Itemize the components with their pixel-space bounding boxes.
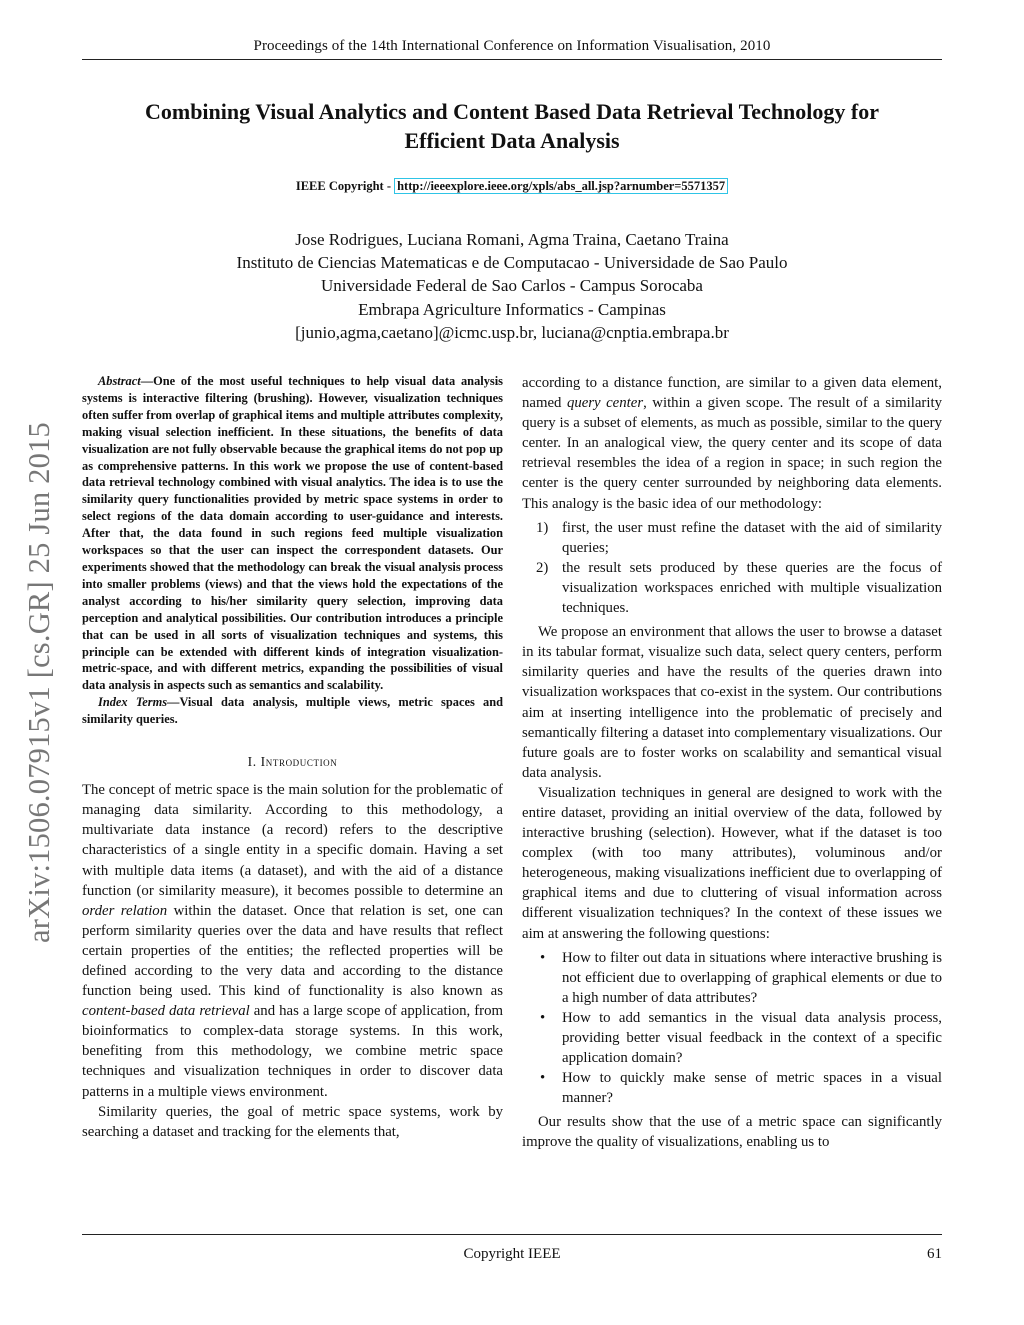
affiliation-2: Universidade Federal de Sao Carlos - Campus Sorocaba [321, 276, 703, 296]
footer-copyright: Copyright IEEE [463, 1246, 561, 1262]
right-paragraph-4: Our results show that the use of a metric space can significantly improve the quality of visualizations, enabling us to [522, 1114, 942, 1151]
list-item [522, 1068, 942, 1108]
intro-paragraph-1 [82, 780, 503, 1102]
right-paragraph-3: Visualization techniques in general are designed to work with the entire dataset, providing an initial overview of the data, followed by interactive brushing (selection). However, what if the dataset is too complex (with too many attributes), voluminous and/or heterogeneous, making visualizations inefficient due to overlapping of graphical items and due to cluttering of visual information across different visualization techniques? In the context of these issues we aim at answering the following questions: [522, 784, 942, 942]
intro-p1-text-b: within the dataset. Once that relation is set, one can perform similarity queries over the data and have results that reflect certain properties of the entities; the reflected properties will be defined according to the very data and according to the distance function being used. This kind of functionality is also known as [82, 902, 503, 1000]
author-names: Jose Rodrigues, Luciana Romani, Agma Traina, Caetano Traina [295, 230, 729, 249]
step-number: 1) [536, 519, 549, 536]
copyright-notice [82, 179, 942, 194]
bullet-icon: • [540, 1070, 546, 1087]
left-column [82, 373, 503, 1142]
research-questions [522, 948, 942, 1109]
right-paragraph-2: We propose an environment that allows the user to browse a dataset in its tabular format, visualize such data, select query centers, perform similarity queries and have the results of the queries drawn into visualization workspaces that co-exist in the system. Our contributions aim at inserting intelligence into the problematic of precisely and semantically filtering a dataset into complementary visualizations. Our future goals are to foster works on scalability and semantical visual data analysis. [522, 624, 942, 781]
intro-p1-emphasis-1: order relation [82, 902, 168, 919]
header-rule [82, 59, 942, 60]
abstract [82, 373, 503, 694]
affiliation-1: Instituto de Ciencias Matematicas e de Computacao - Universidade de Sao Paulo [236, 253, 788, 273]
right-paragraph-1 [522, 373, 942, 514]
list-item [522, 518, 942, 558]
bullet-icon: • [540, 1009, 546, 1026]
running-header: Proceedings of the 14th International Conference on Information Visualisation, 2010 [253, 38, 771, 54]
index-terms [82, 694, 503, 728]
step-number: 2) [536, 559, 549, 576]
page-number: 61 [927, 1246, 942, 1262]
intro-p1-text-a: The concept of metric space is the main solution for the problematic of managing data similarity. According to this methodology, a multivariate data instance (a record) refers to the descriptive characteristics of a single entity in a specific domain. Having a set with multiple data items (a dataset), and with the aid of a distance function (or similarity measure), it becomes possible to determine an [82, 782, 503, 899]
title-line-1: Combining Visual Analytics and Content Based Data Retrieval Technology for [144, 99, 879, 124]
intro-paragraph-2: Similarity queries, the goal of metric space systems, work by searching a dataset and tracking for the elements that, [82, 1103, 503, 1140]
question-text: How to add semantics in the visual data analysis process, providing better visual feedback in the context of a specific application domain? [562, 1009, 942, 1067]
title-line-2: Efficient Data Analysis [404, 128, 620, 153]
methodology-steps [522, 518, 942, 618]
question-text: How to filter out data in situations where interactive brushing is not efficient due to overlapping of graphical elements or due to a high number of data attributes? [562, 949, 942, 1006]
footer-rule [82, 1234, 942, 1235]
section-number: I. [247, 754, 261, 770]
arxiv-identifier: arXiv:1506.07915v1 [cs.GR] 25 Jun 2015 [22, 422, 56, 943]
step-text: first, the user must refine the dataset with the aid of similarity queries; [562, 519, 942, 556]
arxiv-sidebar [12, 358, 66, 943]
list-item [522, 1008, 942, 1068]
section-title: Introduction [260, 754, 338, 770]
right-p1-emphasis: query center [566, 395, 644, 412]
author-emails: [junio,agma,caetano]@icmc.usp.br, luciana@cnptia.embrapa.br [295, 322, 729, 342]
step-text: the result sets produced by these queries are the focus of visualization workspaces enriched with multiple visualization techniques. [562, 559, 942, 617]
index-terms-label: Index Terms [98, 695, 168, 710]
right-p1-text-b: , within a given scope. The result of a similarity query is a subset of elements, as much as possible, similar to the query center. In an analogical view, the query center and its scope of data retrieval resembles the idea of a region in space; in such region the center is the query center surrounded by neighboring data elements. This analogy is the basic idea of our methodology: [522, 395, 942, 512]
list-item [522, 558, 942, 618]
index-terms-text: —Visual data analysis, multiple views, metric spaces and similarity queries. [82, 695, 503, 727]
question-text: How to quickly make sense of metric spaces in a visual manner? [562, 1070, 942, 1107]
abstract-label: Abstract [98, 374, 141, 388]
affiliation-3: Embrapa Agriculture Informatics - Campinas [358, 299, 666, 319]
paper-title [82, 97, 942, 155]
copyright-label: IEEE Copyright - [295, 179, 395, 193]
intro-p1-text-c: and has a large scope of application, from bioinformatics to complex-data storage systems. In this work, benefiting from this methodology, we combine metric space techniques and visualization techniques in order to discover data patterns in a multiple views environment. [82, 1003, 503, 1100]
list-item [522, 948, 942, 1008]
abstract-text: —One of the most useful techniques to help visual data analysis systems is interactive filtering (brushing). However, visualization techniques often suffer from overlap of graphical items and multiple attributes complexity, making visual selection inefficient. In these situations, the benefits of data visualization are not fully observable because the graphical items do not pop up as comprehensive patterns. In this work we propose the use of content-based data retrieval technology combined with visual analytics. The idea is to use the similarity query functionalities provided by metric space systems in order to select regions of the data domain according to user-guidance and interests. After that, the data found in such regions feed multiple visualization workspaces so that the user can inspect the correspondent datasets. Our experiments showed that the methodology can break the visual analysis process into smaller problems (views) and that the views hold the expectations of the analyst according to his/her similarity query selection, improving data perception and analytical possibilities. Our contribution introduces a principle that can be used in all sorts of visualization techniques and systems, this principle can be extended with different kinds of integration visualization-metric-space, and with different metrics, expanding the possibilities of visual data analysis in aspects such as semantics and scalability. [82, 374, 503, 693]
bullet-icon: • [540, 949, 546, 966]
right-p1-text-a: according to a distance function, are similar to a given data element, named [522, 375, 942, 412]
intro-p1-emphasis-2: content-based data retrieval [82, 1003, 250, 1020]
author-block [82, 228, 942, 344]
ieee-link[interactable]: http://ieeexplore.ieee.org/xpls/abs_all.jsp?arnumber=5571357 [394, 178, 728, 194]
right-column [522, 373, 942, 1153]
section-heading-introduction [82, 752, 503, 772]
